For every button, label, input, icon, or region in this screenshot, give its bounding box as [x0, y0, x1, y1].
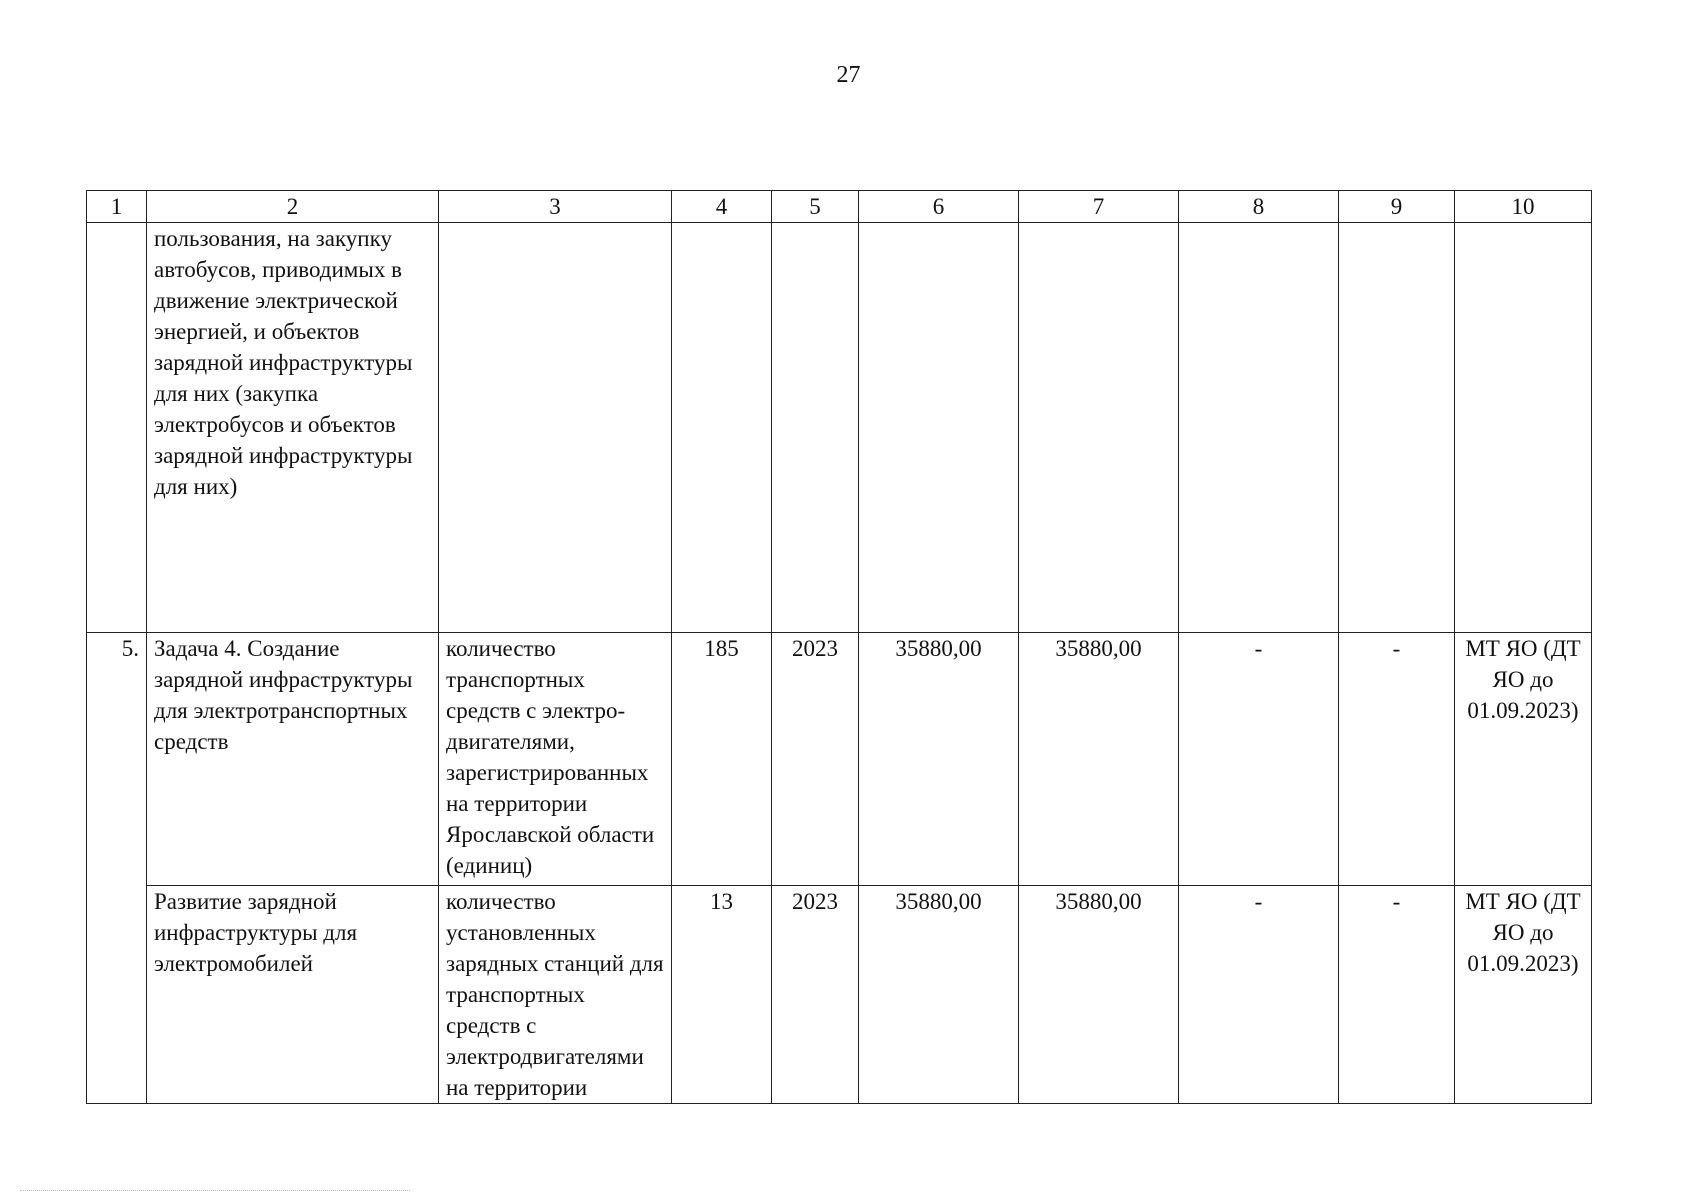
scan-artifact	[20, 1190, 410, 1192]
header-cell-5: 5	[772, 191, 859, 223]
table-row-continuation	[87, 223, 1592, 633]
program-table	[86, 190, 1592, 1104]
row-total: 35880,00	[859, 633, 1019, 886]
header-cell-1: 1	[87, 191, 147, 223]
row-indicator	[439, 223, 672, 633]
row-col8: -	[1179, 886, 1339, 1104]
row-value	[672, 223, 772, 633]
row-executor	[1455, 223, 1592, 633]
row-name: Развитие зарядной инфраструктуры для электромобилей	[147, 886, 439, 1104]
row-year: 2023	[772, 633, 859, 886]
row-indicator: количество транспортных средств с электро-двигателями, зарегистрированных на территории Ярославской области (единиц)	[439, 633, 672, 886]
header-cell-10: 10	[1455, 191, 1592, 223]
row-col9: -	[1339, 633, 1455, 886]
row-fund: 35880,00	[1019, 633, 1179, 886]
table-row-task-4	[87, 633, 1592, 886]
row-col9	[1339, 223, 1455, 633]
row-fund	[1019, 223, 1179, 633]
row-year: 2023	[772, 886, 859, 1104]
page-number: 27	[836, 62, 861, 88]
row-name: Задача 4. Создание зарядной инфраструктуры для электротранспортных средств	[147, 633, 439, 886]
row-executor: МТ ЯО (ДТ ЯО до 01.09.2023)	[1455, 886, 1592, 1104]
row-total: 35880,00	[859, 886, 1019, 1104]
row-indicator: количество установленных зарядных станций для транспортных средств с электродвигателями на территории	[439, 886, 672, 1104]
row-value: 185	[672, 633, 772, 886]
header-cell-8: 8	[1179, 191, 1339, 223]
row-col8	[1179, 223, 1339, 633]
row-col8: -	[1179, 633, 1339, 886]
header-cell-3: 3	[439, 191, 672, 223]
table-row-charging-development	[87, 886, 1592, 1104]
row-col9: -	[1339, 886, 1455, 1104]
header-cell-4: 4	[672, 191, 772, 223]
row-value: 13	[672, 886, 772, 1104]
header-cell-9: 9	[1339, 191, 1455, 223]
row-number	[87, 223, 147, 633]
row-total	[859, 223, 1019, 633]
header-cell-6: 6	[859, 191, 1019, 223]
row-year	[772, 223, 859, 633]
row-name: пользования, на закупку автобусов, приводимых в движение электрической энергией, и объектов зарядной инфраструктуры для них (закупка электробусов и объектов зарядной инфраструктуры для них)	[147, 223, 439, 633]
header-cell-7: 7	[1019, 191, 1179, 223]
header-row	[87, 191, 1592, 223]
row-number: 5.	[87, 633, 147, 1104]
row-executor: МТ ЯО (ДТ ЯО до 01.09.2023)	[1455, 633, 1592, 886]
header-cell-2: 2	[147, 191, 439, 223]
row-fund: 35880,00	[1019, 886, 1179, 1104]
